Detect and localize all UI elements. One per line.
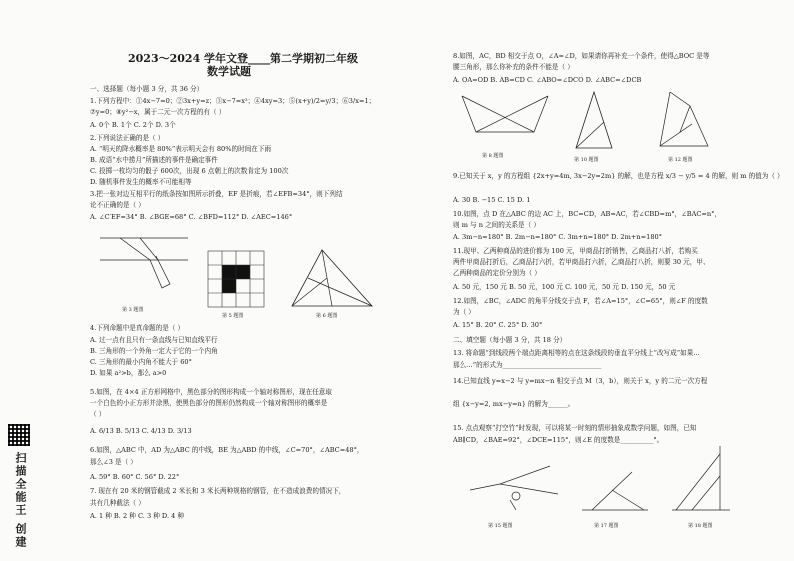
- q11-text: 11.现甲、乙两种商品的进价都为 100 元，甲商品打折销售，乙商品打八折，若购买: [453, 247, 698, 255]
- q4-option-a: A. 过一点有且只有一条直线与已知直线平行: [90, 336, 218, 344]
- q5-options: A. 6/13 B. 5/13 C. 4/13 D. 3/13: [90, 427, 192, 435]
- fig3-folded-strip: [100, 226, 190, 296]
- q4-text: 4.下列命题中是真命题的是（ ）: [90, 324, 185, 332]
- q8-text: 8.如图，AC，BD 相交于点 O，∠A=∠D，如果请你再补充一个条件，使得△BOC 是等: [453, 52, 710, 60]
- fig15-diabolo: [470, 460, 560, 512]
- fig5-grid: [208, 251, 264, 307]
- q13-text-2: 那么…”的形式为______________________________: [453, 361, 602, 369]
- q13-text: 13. 将命题“到线段两个端点距离相等的点在这条线段的垂直平分线上”改写成“如果…: [453, 349, 700, 357]
- q8-options: A. OA=OD B. AB=CD C. ∠ABO=∠DCO D. ∠ABC=∠DCB: [453, 76, 642, 84]
- fig18-diagram: [672, 446, 732, 512]
- caption-fig12: 第 12 题图: [668, 157, 693, 163]
- caption-fig15: 第 15 题图: [488, 523, 513, 529]
- q14-text-2: 组 {x−y=2, mx−y=n} 的解为______。: [453, 400, 575, 408]
- fig8-crossing-lines: [462, 92, 550, 136]
- caption-fig3: 第 3 题图: [122, 307, 144, 313]
- q6-text-2: 那么∠3 是（ ）: [90, 458, 137, 466]
- q2-option-c: C. 投掷一枚均匀的骰子 600次，出现 6 点朝上的次数肯定为 100次: [90, 167, 289, 175]
- q7-text-2: 共有几种截法（ ）: [90, 499, 145, 507]
- q7-text: 7. 现在有 20 米的钢管截成 2 米长和 3 米长两种规格的钢管，在不造成浪费的情况下，: [90, 487, 346, 495]
- q12-text-2: 为（ ）: [453, 308, 475, 316]
- q15-text-2: AB∥CD，∠BAE=92°，∠DCE=115°，则∠E 的度数是__________°。: [453, 436, 664, 444]
- q12-options: A. 15° B. 20° C. 25° D. 30°: [453, 321, 543, 329]
- q3-text-2: 论不正确的是（ ）: [90, 201, 145, 209]
- caption-fig5: 第 5 题图: [222, 313, 244, 319]
- q10-text: 10.如图，点 D 在△ABC 的边 AC 上，BC=CD，AB=AC，若∠CBD=m°，∠BAC=n°，: [453, 210, 722, 218]
- q6-text: 6.如图，△ABC 中，AD 为△ABC 的中线，BE 为△ABD 的中线，∠C=70°，∠ABC=48°，: [90, 446, 364, 454]
- q4-option-c: C. 三角形的最小内角不能大于 60°: [90, 358, 192, 366]
- q15-text: 15. 点点观察“打空竹”时发现，可以将某一时刻的情形抽象成数学问题，如图，已知: [453, 424, 697, 432]
- q1-options: A. 0个 B. 1个 C. 2个 D. 3个: [90, 121, 176, 129]
- q10-text-2: 则 m 与 n 之间的关系是（ ）: [453, 221, 540, 229]
- qr-code-icon: [8, 424, 30, 446]
- section-heading: 一、选择题（每小题 3 分，共 36 分）: [90, 85, 204, 93]
- q12-text: 12.如图，∠BC，∠ADC 的角平分线交于点 F，若∠A=15°，∠C=65°，则∠F 的度数: [453, 297, 708, 305]
- fig12-angle-bisectors: [660, 92, 710, 148]
- section2-heading: 二、填空题（每小题 3 分，共 18 分）: [453, 336, 567, 344]
- q2-option-a: A. “明天的降水概率是 80%”表示明天会有 80%的时间在下雨: [90, 145, 272, 153]
- q7-options: A. 1 种 B. 2 种 C. 3 种 D. 4 种: [90, 512, 185, 520]
- q11-options: A. 50 元，150 元 B. 50 元，100 元 C. 100 元，50 元 D. 150 元，50 元: [453, 283, 676, 291]
- q2-option-d: D. 随机事件发生的概率不可能相等: [90, 178, 192, 186]
- caption-fig10: 第 10 题图: [574, 157, 599, 163]
- q10-options: A. 3m−n=180° B. 2m−n=180° C. 3m+n=180° D. 2m+n=180°: [453, 233, 663, 241]
- q9-text: 9.已知关于 x，y 的方程组 {2x+y=4m, 3x−2y=2m} 的解，也是方程 x/3 − y/5 = 4 的解，则 m 的值为（ ）: [453, 172, 784, 180]
- q5-text-3: （ ）: [90, 410, 106, 418]
- q9-options: A. 30 B. −15 C. 15 D. 1: [453, 196, 531, 204]
- q11-text-3: 乙两种商品的定价分别为（ ）: [453, 269, 541, 277]
- q4-option-b: B. 三角形的一个外角一定大于它的一个内角: [90, 347, 218, 355]
- caption-fig8: 第 8 题图: [482, 153, 504, 159]
- q1-text-2: ⑦y=0；⑧y²−x，属于二元一次方程的有（ ）: [90, 108, 226, 116]
- q3-options: A. ∠C′EF=34° B. ∠BGE=68° C. ∠BFD=112° D. ∠AEC=146°: [90, 213, 293, 221]
- q5-text-2: 一个白色的小正方形并涂黑，使黑色部分的图形仍然构成一个轴对称图形的概率是: [90, 399, 328, 407]
- fig6-triangle: [292, 250, 374, 308]
- q11-text-2: 两件甲商品打折后，乙商品打六折，若甲商品打六折，乙商品打八折，则要 30 元，甲、: [453, 258, 710, 266]
- q5-text: 5.如图，在 4×4 正方形网格中，黑色部分的图形构成一个轴对称图形，现在任意取: [90, 388, 332, 396]
- q14-text: 14.已知直线 y=x−2 与 y=mx−n 相交于点 M（3，b），则关于 x，y 的二元一次方程: [453, 377, 708, 385]
- q6-options: A. 59° B. 60° C. 56° D. 22°: [90, 473, 180, 481]
- fig17-diagram: [582, 470, 650, 512]
- q3-text: 3.把一张对边互相平行的纸条按如图所示折叠，EF 是折痕，若∠EFB=34°，则下列结: [90, 190, 343, 198]
- title-line2: 数学试题: [207, 65, 251, 78]
- q2-option-b: B. 成语“水中捞月”所描述的事件是确定事件: [90, 156, 218, 164]
- q4-option-d: D. 如果 a²>b，那么 a>0: [90, 369, 167, 377]
- caption-fig17: 第 17 题图: [594, 523, 619, 529]
- q1-text: 1.下列方程中：①4x−7=0；②3x+y=z；③x−7=x²；④4xy=3；⑤(x+y)/2=y/3；⑥3/x=1；: [90, 97, 376, 105]
- caption-fig6: 第 6 题图: [316, 313, 338, 319]
- title-line1: 2023～2024 学年文登____第二学期初二年级: [128, 52, 359, 65]
- q8-text-2: 腰三角形，那么你补充的条件不能是（ ）: [453, 63, 574, 71]
- scanner-watermark: 扫描全能王 创建: [14, 452, 27, 549]
- caption-fig18: 第 18 题图: [688, 523, 713, 529]
- fig10-triangle: [574, 92, 614, 150]
- q2-text: 2.下列说法正确的是（ ）: [90, 134, 165, 142]
